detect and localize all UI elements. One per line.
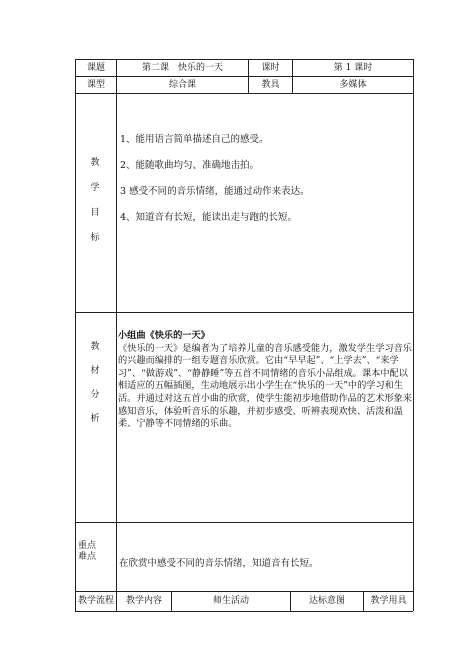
table-border-left [75, 59, 76, 611]
key-point-label: 重点 [78, 541, 97, 551]
analysis-body: 《快乐的一天》是编者为了培养儿童的音乐感受能力，激发学生学习音乐的兴趣而编排的一组专题音乐欣赏。它由“早早起”、“上学去”、“来学习”、“做游戏”、“静静睡”等五首不同情绪的音乐小品组成。课本中配以相适应的五幅插图，生动地展示出小学生在“快乐的一天”中的学习和生活。并通过对这五首小曲的欣赏，使学生能初步地借助作品的艺术形象来感知音乐，体验听音乐的乐趣，并初步感受、听辨表现欢快、活泼和温柔、宁静等不同情绪的乐曲。 [118, 342, 412, 430]
table-border-top [75, 59, 413, 60]
col-intent: 达标意图 [308, 596, 345, 606]
analysis-label-char: 析 [90, 414, 100, 424]
lesson-label: 课题 [86, 63, 105, 73]
analysis-label-char: 分 [90, 390, 100, 400]
col-teaching-tools: 教学用具 [370, 596, 407, 606]
key-points-text: 在欣赏中感受不同的音乐情绪，知道音有长短。 [119, 558, 319, 569]
tools-label: 教具 [261, 80, 280, 90]
type-value: 综合课 [168, 80, 196, 90]
row-divider [75, 76, 413, 77]
tools-value: 多媒体 [339, 80, 367, 90]
objectives-label-char: 学 [90, 183, 100, 193]
analysis-label-char: 教 [90, 342, 100, 352]
lesson-title: 第二课 快乐的一天 [141, 63, 223, 73]
column-divider [116, 59, 117, 611]
objectives-label-char: 标 [90, 233, 100, 243]
row-divider [75, 93, 413, 94]
row-divider [75, 312, 413, 313]
objectives-label-char: 教 [90, 158, 100, 168]
analysis-label-char: 材 [90, 366, 100, 376]
col-teaching-content: 教学内容 [125, 596, 162, 606]
objective-item: 4、知道音有长短，能读出走与跑的长短。 [120, 212, 298, 223]
table-border-bottom [75, 611, 413, 612]
objective-item: 1、能用语言简单描述自己的感受。 [120, 134, 269, 145]
objective-item: 2、能随歌曲均匀、准确地击拍。 [120, 160, 260, 171]
col-teaching-process: 教学流程 [77, 596, 114, 606]
objective-item: 3 感受不同的音乐情绪，能通过动作来表达。 [120, 186, 310, 197]
type-label: 课型 [86, 80, 105, 90]
objectives-label-char: 目 [90, 208, 100, 218]
difficulty-label: 难点 [78, 552, 97, 562]
period-label: 课时 [261, 63, 280, 73]
analysis-text [118, 330, 413, 431]
analysis-heading: 小组曲《快乐的一天》 [118, 330, 210, 341]
table-border-right [413, 59, 414, 611]
period-value: 第 1 课时 [333, 63, 373, 73]
col-activities: 师生活动 [212, 596, 249, 606]
row-divider [75, 522, 413, 523]
